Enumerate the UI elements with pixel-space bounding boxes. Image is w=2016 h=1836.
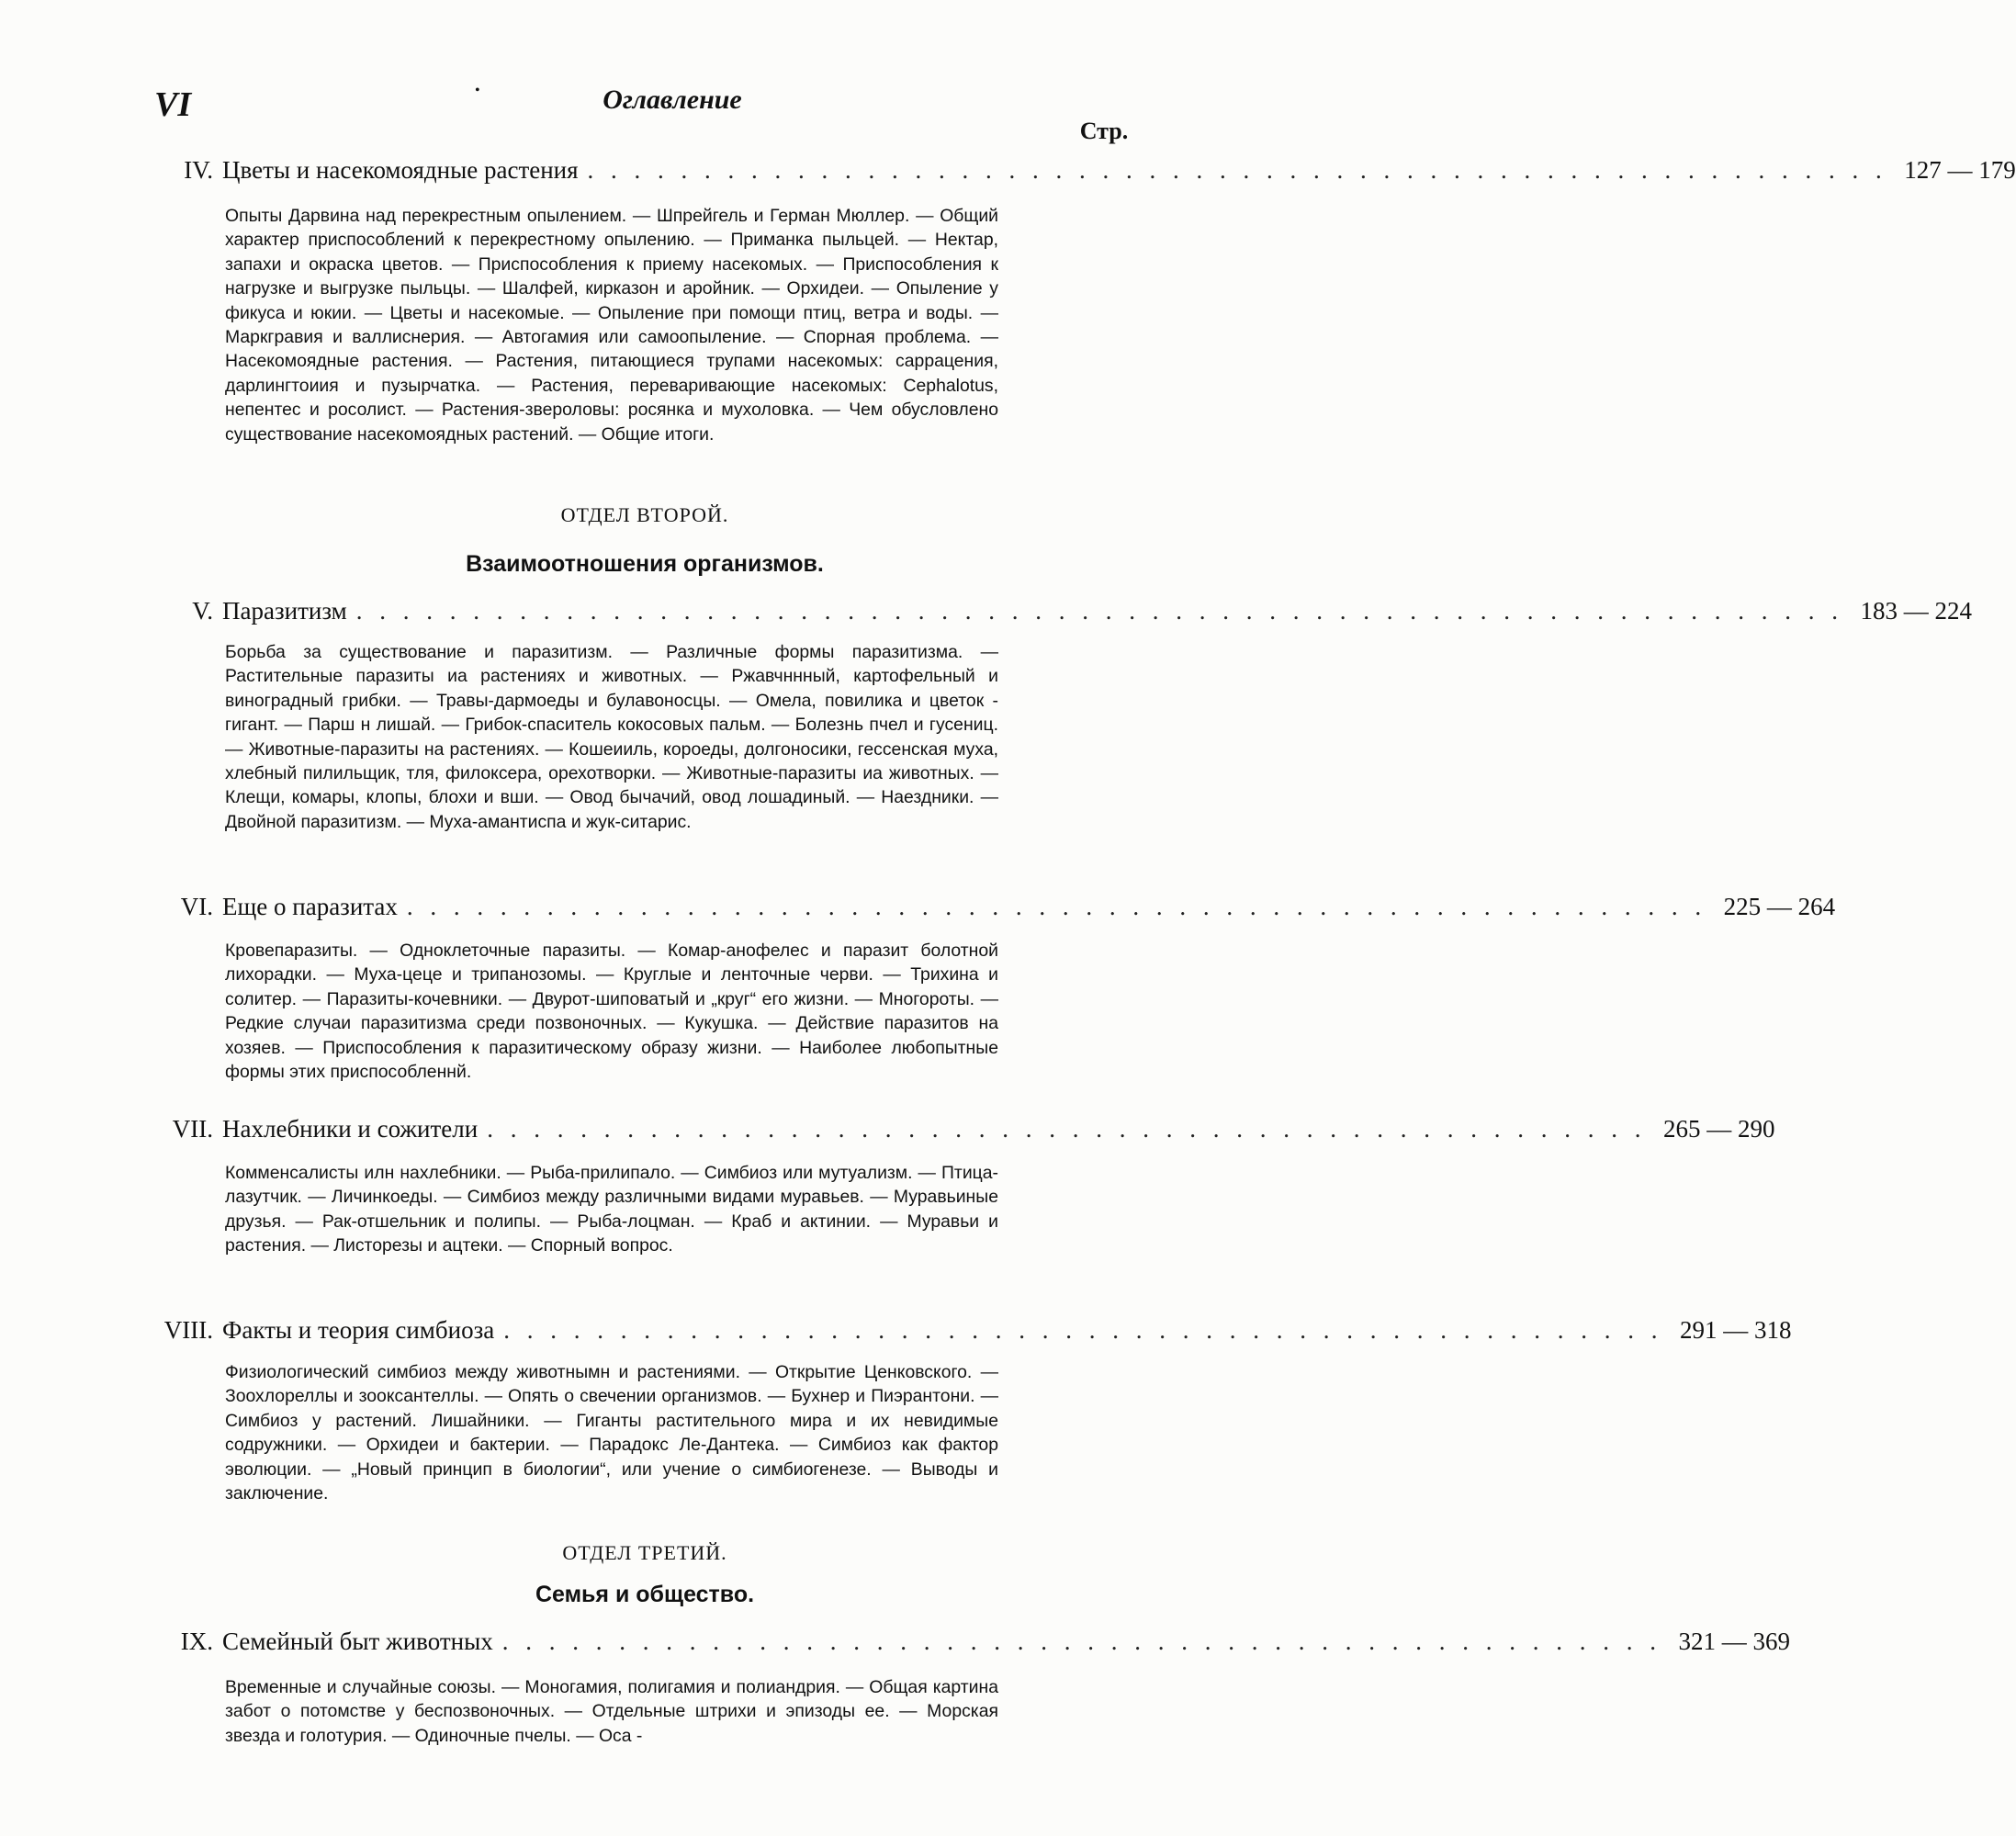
chapter-title: Семейный быт животных	[222, 1628, 493, 1655]
toc-entry-iv[interactable]	[138, 156, 2016, 189]
toc-entry-vii[interactable]	[138, 1115, 1775, 1148]
chapter-numeral: V.	[192, 597, 213, 625]
chapter-numeral: VIII.	[163, 1316, 213, 1344]
section-label-three: ОТДЕЛ ТРЕТИЙ.	[562, 1541, 727, 1564]
toc-entry-vi[interactable]	[138, 893, 1836, 926]
dot-leader: . . . . . . . . . . . . . . . . . . . . . . . . . . . . . . . . . . . . . . . . . . . . . . . . . . . . . . . .	[587, 156, 1887, 184]
running-title: Оглавление	[603, 84, 742, 115]
ink-speck: •	[475, 83, 480, 98]
chapter-title: Нахлебники и сожители	[222, 1115, 479, 1143]
toc-entry-viii[interactable]	[138, 1316, 1792, 1349]
dot-leader: . . . . . . . . . . . . . . . . . . . . . . . . . . . . . . . . . . . . . . . . . . . . . . . . . .	[487, 1115, 1647, 1143]
chapter-title: Паразитизм	[222, 597, 347, 625]
chapter-summary-vii: Комменсалисты илн нахлебники. — Рыба-прилипало. — Симбиоз или мутуализм. — Птица-лазутчик. — Личинкоеды. — Симбиоз между различными видами муравьев. — Муравьиные друзья. — Рак-отшельник и полипы. — Рыба-лоцман. — Краб и актинии. — Муравьи и растения. — Листорезы и ацтеки. — Спорный вопрос.	[225, 1163, 998, 1256]
chapter-numeral: VII.	[172, 1115, 213, 1143]
chapter-title: Еще о паразитах	[222, 893, 398, 920]
page-range: 127 — 179	[1904, 156, 2016, 184]
dot-leader: . . . . . . . . . . . . . . . . . . . . . . . . . . . . . . . . . . . . . . . . . . . . . . . . . . . . . . . . . . . . . . . .	[355, 597, 1843, 625]
chapter-numeral: VI.	[180, 893, 213, 920]
page-column-label: Стр.	[1079, 118, 1129, 144]
page-range: 291 — 318	[1679, 1316, 1792, 1344]
page-folio: VI	[154, 85, 192, 124]
section-title-three: Семья и общество.	[535, 1582, 755, 1607]
dot-leader: . . . . . . . . . . . . . . . . . . . . . . . . . . . . . . . . . . . . . . . . . . . . . . . . . . . . . . . .	[406, 893, 1707, 920]
page-range: 183 — 224	[1860, 597, 1972, 625]
chapter-numeral: IX.	[180, 1628, 213, 1655]
dot-leader: . . . . . . . . . . . . . . . . . . . . . . . . . . . . . . . . . . . . . . . . . . . . . . . . . .	[501, 1628, 1662, 1655]
page-range: 265 — 290	[1662, 1115, 1775, 1143]
chapter-title: Цветы и насекомоядные растения	[222, 156, 579, 184]
page-range: 321 — 369	[1678, 1628, 1791, 1655]
section-label-two: ОТДЕЛ ВТОРОЙ.	[560, 503, 729, 526]
chapter-summary-vi: Кровепаразиты. — Одноклеточные паразиты. — Комар-анофелес и паразит болотной лихорадки. — Муха-цеце и трипанозомы. — Круглые и ленточные черви. — Трихина и солитер. — Паразиты-кочевники. — Двурот-шиповатый и „круг“ его жизни. — Многороты. — Редкие случаи паразитизма среди позвоночных. — Кукушка. — Действие паразитов на хозяев. — Приспособления к паразитическому образу жизни. — Наиболее любопытные формы этих приспособленнй.	[225, 941, 998, 1083]
page-range: 225 — 264	[1723, 893, 1836, 920]
toc-entry-v[interactable]	[138, 597, 1972, 630]
chapter-title: Факты и теория симбиоза	[222, 1316, 495, 1344]
chapter-summary-viii: Физиологический симбиоз между животнымн и растениями. — Открытие Ценковского. — Зоохлореллы и зооксантеллы. — Опять о свечении организмов. — Бухнер и Пиэрантони. — Симбиоз у растений. Лишайники. — Гиганты растительного мира и их невидимые содружники. — Орхидеи и бактерии. — Парадокс Ле-Дантека. — Симбиоз как фактор эволюции. — „Новый принцип в биологии“, или учение о симбиогенезе. — Выводы и заключение.	[225, 1362, 998, 1504]
dot-leader: . . . . . . . . . . . . . . . . . . . . . . . . . . . . . . . . . . . . . . . . . . . . . . . . . .	[503, 1316, 1663, 1344]
chapter-summary-v: Борьба за существование и паразитизм. — Различные формы паразитизма. — Растительные паразиты иа растениях и животных. — Ржавчннный, картофельный и виноградный грибки. — Травы-дармоеды и булавоносцы. — Омела, повилика и цветок - гигант. — Парш н лишай. — Грибок-спаситель кокосовых пальм. — Болезнь пчел и гусениц. — Животные-паразиты на растениях. — Кошеииль, короеды, долгоносики, гессенская муха, хлебный пилильщик, тля, филоксера, орехотворки. — Животные-паразиты иа животных. — Клещи, комары, клопы, блохи и вши. — Овод бычачий, овод лошадиный. — Наездники. — Двойной паразитизм. — Муха-амантиспа и жук-ситарис.	[225, 642, 998, 832]
chapter-summary-iv: Опыты Дарвина над перекрестным опылением. — Шпрейгель и Герман Мюллер. — Общий характер приспособлений к перекрестному опылению. — Приманка пыльцей. — Нектар, запахи и окраска цветов. — Приспособления к приему насекомых. — Приспособления к нагрузке и выгрузке пыльцы. — Шалфей, кирказон и аройник. — Орхидеи. — Опыление у фикуса и юкии. — Цветы и насекомые. — Опыление при помощи птиц, ветра и воды. — Маркгравия и валлиснерия. — Автогамия или самоопыление. — Спорная проблема. — Насекомоядные растения. — Растения, питающиеся трупами насекомых: саррацения, дарлингтоиия и пузырчатка. — Растения, переваривающие насекомых: Cephalotus, непентес и росолист. — Растения-звероловы: росянка и мухоловка. — Чем обусловлено существование насекомоядных растений. — Общие итоги.	[225, 206, 998, 445]
chapter-summary-ix: Временные и случайные союзы. — Моногамия, полигамия и полиандрия. — Общая картина забот о потомстве у беспозвоночных. — Отдельные штрихи и эпизоды ее. — Морская звезда и голотурия. — Одиночные пчелы. — Оса -	[225, 1677, 998, 1746]
chapter-numeral: IV.	[184, 156, 213, 184]
toc-entry-ix[interactable]	[138, 1628, 1791, 1661]
section-title-two: Взаимоотношения организмов.	[466, 551, 824, 577]
